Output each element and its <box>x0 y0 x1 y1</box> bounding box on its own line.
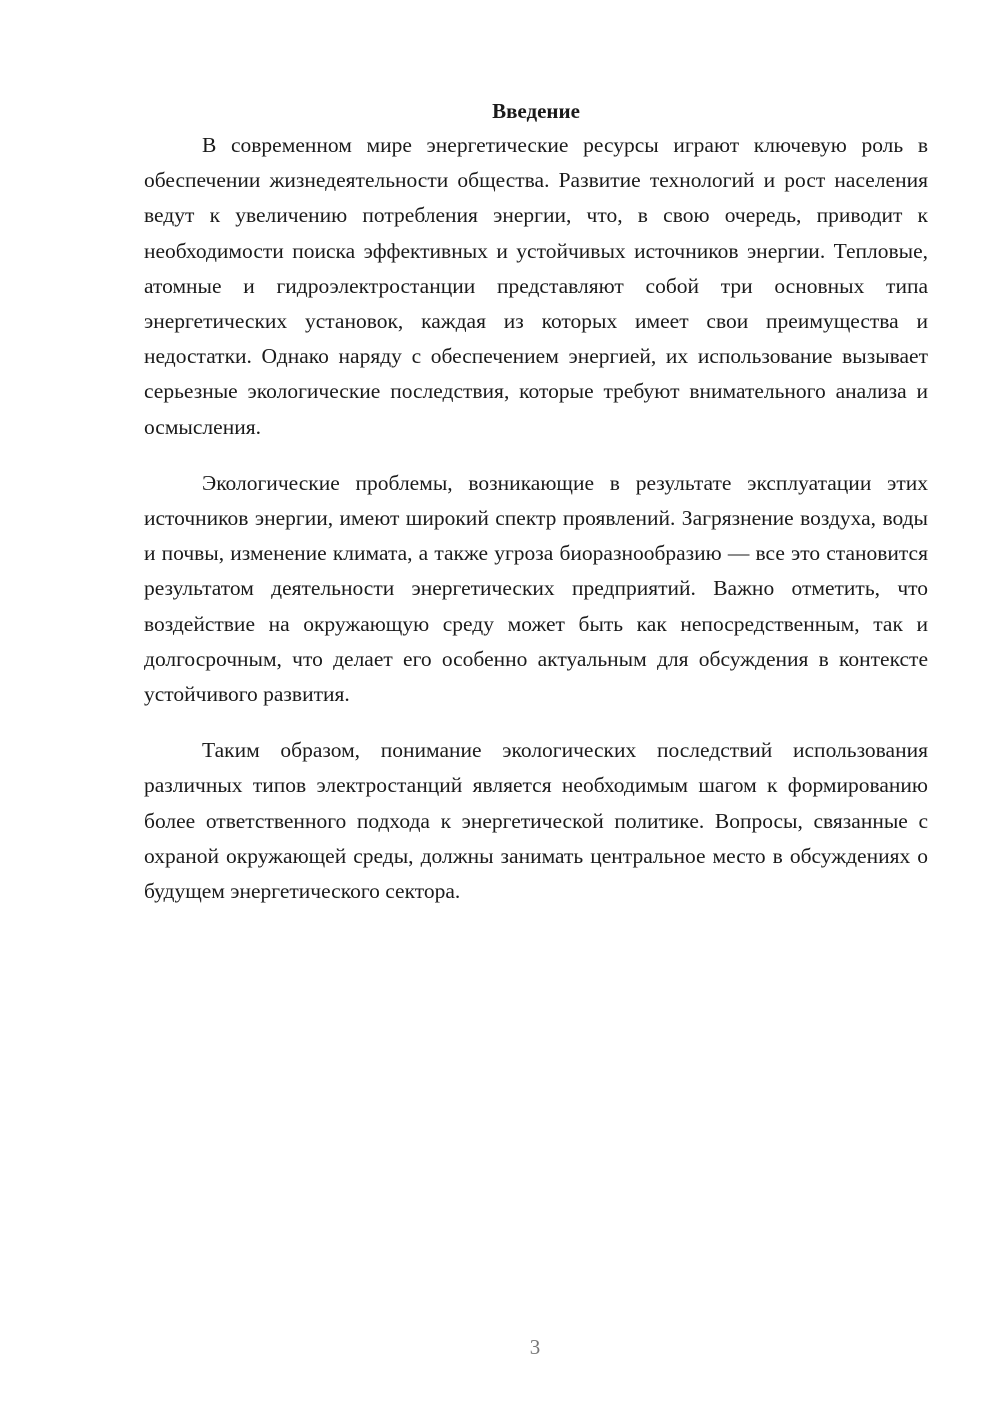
paragraph-2: Экологические проблемы, возникающие в результате эксплуатации этих источников энергии, имеют широкий спектр проявлений. Загрязнение воздуха, воды и почвы, изменение климата, а также угроза биоразнообразию — все это становится результатом деятельности энергетических предприятий. Важно отметить, что воздействие на окружающую среду может быть как непосредственным, так и долгосрочным, что делает его особенно актуальным для обсуждения в контексте устойчивого развития. <box>144 470 928 707</box>
page-number: 3 <box>529 1335 541 1359</box>
section-heading: Введение <box>492 99 580 123</box>
page-content <box>144 94 928 930</box>
paragraph-1: В современном мире энергетические ресурсы играют ключевую роль в обеспечении жизнедеятельности общества. Развитие технологий и рост населения ведут к увеличению потребления энергии, что, в свою очередь, приводит к необходимости поиска эффективных и устойчивых источников энергии. Тепловые, атомные и гидроэлектростанции представляют собой три основных типа энергетических установок, каждая из которых имеет свои преимущества и недостатки. Однако наряду с обеспечением энергией, их использование вызывает серьезные экологические последствия, которые требуют внимательного анализа и осмысления. <box>144 133 928 439</box>
paragraph-3: Таким образом, понимание экологических последствий использования различных типов электростанций является необходимым шагом к формированию более ответственного подхода к энергетической политике. Вопросы, связанные с охраной окружающей среды, должны занимать центральное место в обсуждениях о будущем энергетического сектора. <box>144 738 928 904</box>
